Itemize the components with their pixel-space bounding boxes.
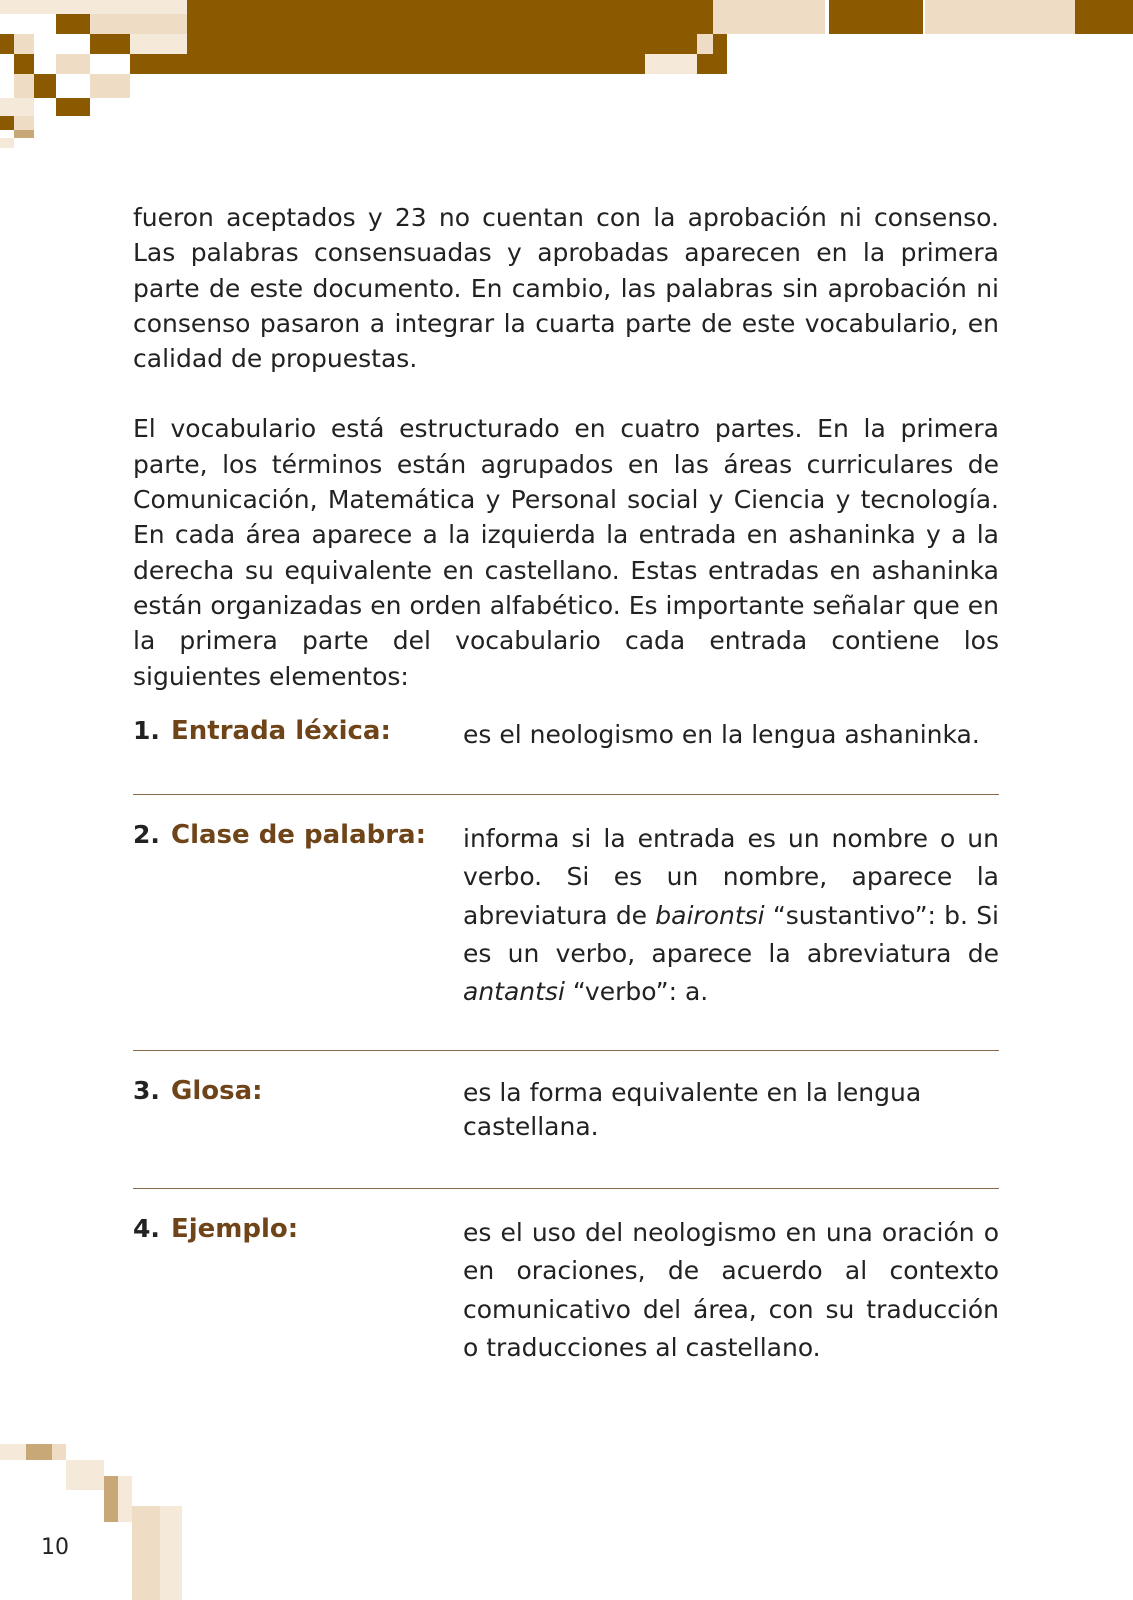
item-term: Clase de palabra: bbox=[171, 820, 426, 850]
item-description: es el uso del neologismo en una oración o en oraciones, de acuerdo al contexto comunicativo del área, con su traducción o traducciones al castellano. bbox=[463, 1218, 999, 1362]
italic-term: antantsi bbox=[463, 977, 565, 1007]
body-text bbox=[133, 200, 999, 694]
item-term: Glosa: bbox=[171, 1076, 263, 1106]
paragraph: fueron aceptados y 23 no cuentan con la aprobación ni consenso. Las palabras consensuadas y aprobadas aparecen en la primera parte de este documento. En cambio, las palabras sin aprobación ni consenso pasaron a integrar la cuarta parte de este vocabulario, en calidad de propuestas. bbox=[133, 203, 999, 374]
divider bbox=[133, 1188, 999, 1189]
item-number: 1. bbox=[133, 716, 160, 745]
divider bbox=[133, 794, 999, 795]
page-number: 10 bbox=[41, 1535, 69, 1560]
item-number: 4. bbox=[133, 1214, 160, 1243]
item-description: informa si la entrada es un nombre o un verbo. Si es un nombre, aparece la abreviatura de bairontsi “sustantivo”: b. Si es un verbo, aparece la abreviatura de antantsi “verbo”: a. bbox=[463, 824, 1000, 1007]
item-number: 2. bbox=[133, 820, 160, 849]
italic-term: bairontsi bbox=[655, 900, 765, 930]
item-description: es el neologismo en la lengua ashaninka. bbox=[463, 720, 980, 749]
item-term: Ejemplo: bbox=[171, 1214, 299, 1244]
paragraph: El vocabulario está estructurado en cuatro partes. En la primera parte, los términos están agrupados en las áreas curriculares de Comunicación, Matemática y Personal social y Ciencia y tecnología. En cada área aparece a la izquierda la entrada en ashaninka y a la derecha su equivalente en castellano. Estas entradas en ashaninka están organizadas en orden alfabético. Es importante señalar que en la primera parte del vocabulario cada entrada contiene los siguientes elementos: bbox=[133, 414, 999, 691]
item-description: es la forma equivalente en la lengua castellana. bbox=[463, 1078, 922, 1141]
item-number: 3. bbox=[133, 1076, 160, 1105]
item-term: Entrada léxica: bbox=[171, 716, 391, 746]
divider bbox=[133, 1050, 999, 1051]
